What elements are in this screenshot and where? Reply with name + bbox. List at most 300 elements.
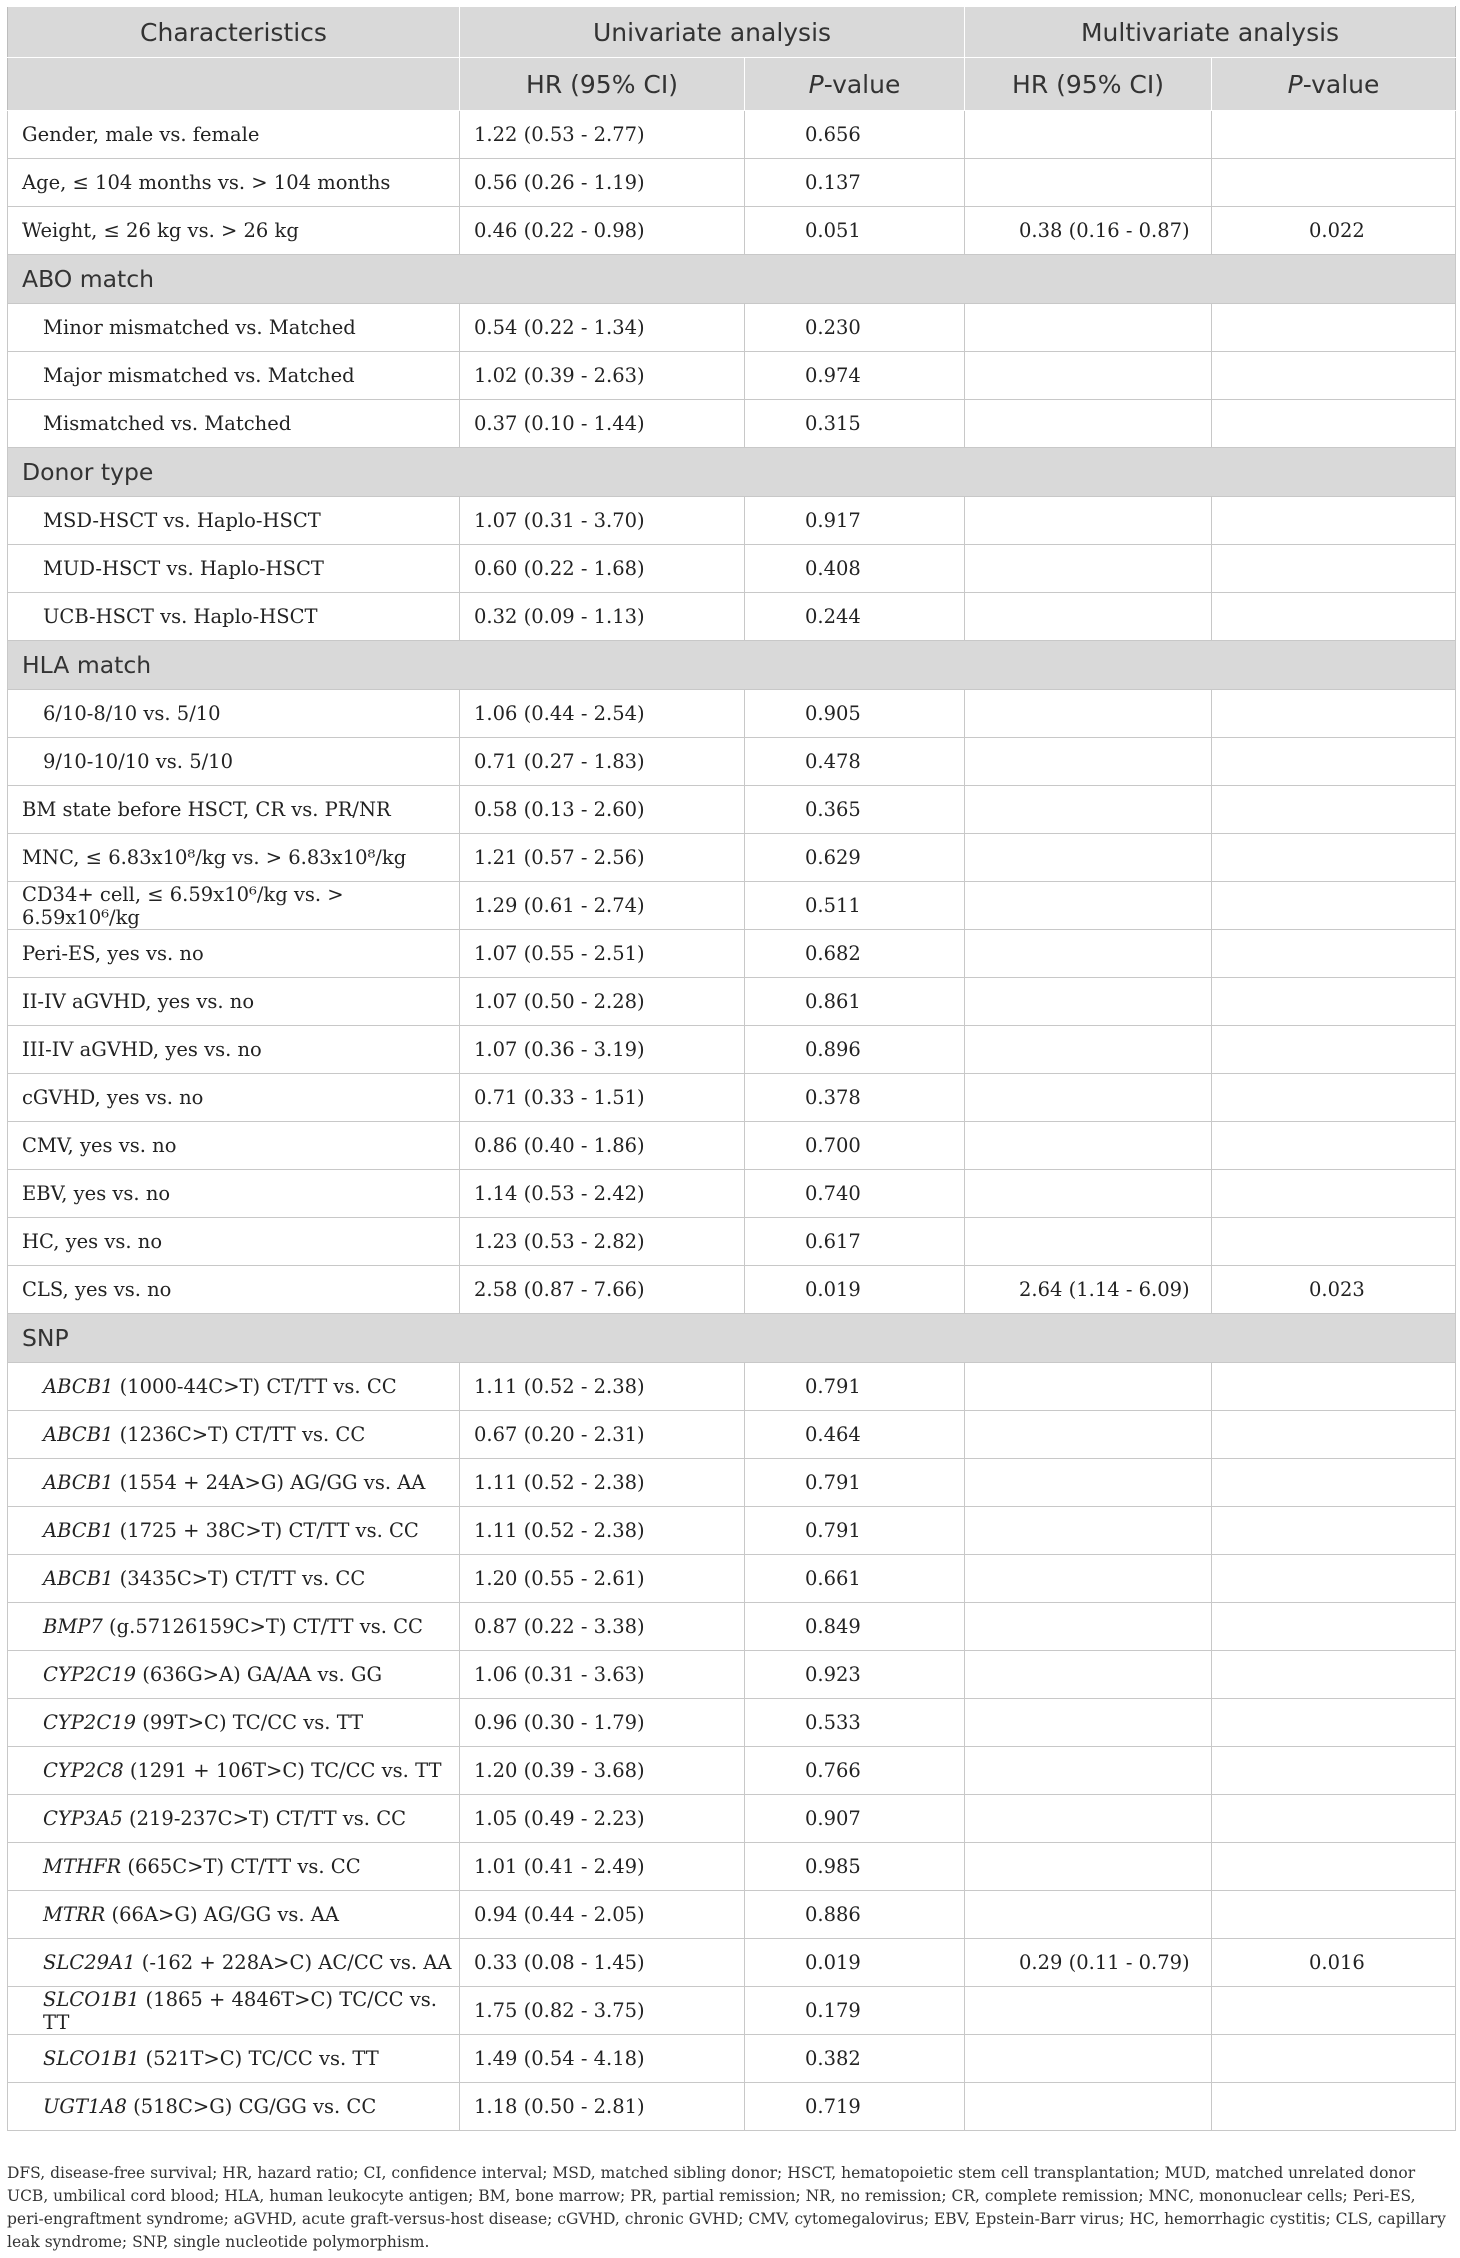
section-header-row [8,448,1456,497]
univariate-p-cell: 0.917 [745,497,965,545]
characteristic-label: Age, ≤ 104 months vs. > 104 months [22,171,391,194]
characteristic-cell [8,1074,460,1122]
gene-name: CYP2C19 [43,1663,137,1686]
multivariate-p-cell [1212,1891,1456,1939]
multivariate-p-cell [1212,1507,1456,1555]
univariate-hr-cell: 1.49 (0.54 - 4.18) [460,2035,745,2083]
table-row [8,978,1456,1026]
table-row [8,304,1456,352]
multivariate-hr-cell [965,304,1212,352]
table-row [8,930,1456,978]
characteristic-cell [8,304,460,352]
p-letter: P [808,69,824,99]
gene-name: SLC29A1 [43,1951,136,1974]
characteristic-label: (665C>T) CT/TT vs. CC [121,1855,361,1878]
characteristic-cell [8,1795,460,1843]
gene-name: CYP2C19 [43,1711,137,1734]
multivariate-hr-cell [965,1411,1212,1459]
univariate-p-cell: 0.907 [745,1795,965,1843]
table-row [8,1363,1456,1411]
characteristic-cell [8,1891,460,1939]
col-header-blank [8,58,460,111]
univariate-p-cell: 0.019 [745,1939,965,1987]
characteristic-label: CMV, yes vs. no [22,1134,177,1157]
characteristic-label: CLS, yes vs. no [22,1278,172,1301]
multivariate-hr-cell [965,786,1212,834]
characteristic-label: CD34+ cell, ≤ 6.59x10⁶/kg vs. > 6.59x10⁶/kg [22,882,344,929]
table-row [8,1843,1456,1891]
univariate-hr-cell: 0.96 (0.30 - 1.79) [460,1699,745,1747]
univariate-p-cell: 0.629 [745,834,965,882]
col-header-characteristics: Characteristics [8,7,460,58]
multivariate-p-cell [1212,834,1456,882]
univariate-p-cell: 0.849 [745,1603,965,1651]
univariate-p-cell: 0.533 [745,1699,965,1747]
characteristic-label: III-IV aGVHD, yes vs. no [22,1038,262,1061]
univariate-p-cell: 0.719 [745,2083,965,2131]
univariate-p-cell: 0.974 [745,352,965,400]
multivariate-p-cell [1212,1411,1456,1459]
univariate-hr-cell: 0.33 (0.08 - 1.45) [460,1939,745,1987]
characteristic-cell [8,400,460,448]
characteristic-cell [8,1026,460,1074]
characteristic-label: (3435C>T) CT/TT vs. CC [113,1567,366,1590]
multivariate-hr-cell [965,400,1212,448]
univariate-hr-cell: 0.32 (0.09 - 1.13) [460,593,745,641]
multivariate-p-cell: 0.016 [1212,1939,1456,1987]
section-title: Donor type [8,448,1456,497]
multivariate-hr-cell [965,111,1212,159]
multivariate-hr-cell [965,159,1212,207]
multivariate-p-cell [1212,1459,1456,1507]
characteristic-cell [8,207,460,255]
characteristic-cell [8,111,460,159]
p-suffix: -value [823,69,901,99]
characteristic-label: (1236C>T) CT/TT vs. CC [113,1423,366,1446]
multivariate-p-cell [1212,1987,1456,2035]
multivariate-p-cell [1212,882,1456,930]
univariate-hr-cell: 0.37 (0.10 - 1.44) [460,400,745,448]
gene-name: ABCB1 [43,1471,114,1494]
characteristic-cell [8,1555,460,1603]
cox-regression-table [7,6,1456,2131]
multivariate-p-cell [1212,690,1456,738]
characteristic-label: (g.57126159C>T) CT/TT vs. CC [102,1615,423,1638]
multivariate-hr-cell [965,1026,1212,1074]
table-row [8,1170,1456,1218]
characteristic-label: (1554 + 24A>G) AG/GG vs. AA [113,1471,426,1494]
univariate-p-cell: 0.905 [745,690,965,738]
univariate-p-cell: 0.179 [745,1987,965,2035]
multivariate-hr-cell [965,1699,1212,1747]
characteristic-label: (-162 + 228A>C) AC/CC vs. AA [135,1951,452,1974]
univariate-hr-cell: 1.23 (0.53 - 2.82) [460,1218,745,1266]
univariate-p-cell: 0.617 [745,1218,965,1266]
univariate-p-cell: 0.408 [745,545,965,593]
univariate-p-cell: 0.019 [745,1266,965,1314]
multivariate-p-cell: 0.023 [1212,1266,1456,1314]
multivariate-hr-cell [965,1074,1212,1122]
table-row [8,1074,1456,1122]
table-row [8,352,1456,400]
header-row-2 [8,58,1456,111]
characteristic-cell [8,1170,460,1218]
univariate-hr-cell: 1.29 (0.61 - 2.74) [460,882,745,930]
gene-name: CYP2C8 [43,1759,124,1782]
univariate-hr-cell: 1.06 (0.44 - 2.54) [460,690,745,738]
characteristic-label: (636G>A) GA/AA vs. GG [136,1663,383,1686]
characteristic-cell [8,834,460,882]
characteristic-cell [8,1747,460,1795]
characteristic-cell [8,690,460,738]
characteristic-label: cGVHD, yes vs. no [22,1086,204,1109]
multivariate-p-cell [1212,159,1456,207]
characteristic-cell [8,1651,460,1699]
univariate-p-cell: 0.230 [745,304,965,352]
table-row [8,2083,1456,2131]
table-row [8,1603,1456,1651]
p-suffix: -value [1302,69,1380,99]
section-title: SNP [8,1314,1456,1363]
characteristic-cell [8,1939,460,1987]
univariate-hr-cell: 1.01 (0.41 - 2.49) [460,1843,745,1891]
characteristic-label: EBV, yes vs. no [22,1182,171,1205]
univariate-p-cell: 0.464 [745,1411,965,1459]
characteristic-cell [8,1218,460,1266]
characteristic-cell [8,1987,460,2035]
multivariate-p-cell [1212,2083,1456,2131]
multivariate-p-cell [1212,1555,1456,1603]
multivariate-hr-cell [965,1603,1212,1651]
univariate-hr-cell: 0.86 (0.40 - 1.86) [460,1122,745,1170]
multivariate-p-cell [1212,1170,1456,1218]
univariate-p-cell: 0.378 [745,1074,965,1122]
multivariate-p-cell [1212,1026,1456,1074]
univariate-p-cell: 0.365 [745,786,965,834]
col-header-univariate: Univariate analysis [460,7,965,58]
gene-name: SLCO1B1 [43,1987,140,2011]
multivariate-hr-cell [965,1363,1212,1411]
characteristic-cell [8,1699,460,1747]
multivariate-hr-cell [965,690,1212,738]
univariate-hr-cell: 0.60 (0.22 - 1.68) [460,545,745,593]
table-row [8,1266,1456,1314]
multivariate-hr-cell [965,1747,1212,1795]
multivariate-p-cell: 0.022 [1212,207,1456,255]
univariate-p-cell: 0.382 [745,2035,965,2083]
characteristic-label: (1000-44C>T) CT/TT vs. CC [113,1375,397,1398]
gene-name: ABCB1 [43,1423,114,1446]
multivariate-hr-cell [965,2035,1212,2083]
table-row [8,159,1456,207]
characteristic-cell [8,1459,460,1507]
characteristic-cell [8,786,460,834]
table-row [8,2035,1456,2083]
multivariate-hr-cell [965,593,1212,641]
multivariate-p-cell [1212,1122,1456,1170]
multivariate-p-cell [1212,400,1456,448]
univariate-hr-cell: 0.56 (0.26 - 1.19) [460,159,745,207]
characteristic-label: Weight, ≤ 26 kg vs. > 26 kg [22,219,299,242]
multivariate-p-cell [1212,111,1456,159]
univariate-hr-cell: 1.22 (0.53 - 2.77) [460,111,745,159]
characteristic-cell [8,1507,460,1555]
multivariate-p-cell [1212,593,1456,641]
multivariate-p-cell [1212,1218,1456,1266]
multivariate-p-cell [1212,1747,1456,1795]
table-row [8,1699,1456,1747]
univariate-p-cell: 0.740 [745,1170,965,1218]
multivariate-p-cell [1212,545,1456,593]
multivariate-p-cell [1212,1651,1456,1699]
multivariate-hr-cell [965,1459,1212,1507]
multivariate-p-cell [1212,497,1456,545]
characteristic-label: Minor mismatched vs. Matched [43,316,356,339]
characteristic-cell [8,978,460,1026]
multivariate-hr-cell [965,738,1212,786]
results-table-container [7,6,1455,2131]
characteristic-label: 9/10-10/10 vs. 5/10 [43,750,233,773]
univariate-hr-cell: 1.07 (0.50 - 2.28) [460,978,745,1026]
univariate-hr-cell: 0.54 (0.22 - 1.34) [460,304,745,352]
characteristic-label: 6/10-8/10 vs. 5/10 [43,702,221,725]
table-row [8,1411,1456,1459]
table-row [8,593,1456,641]
univariate-hr-cell: 1.07 (0.55 - 2.51) [460,930,745,978]
univariate-hr-cell: 1.11 (0.52 - 2.38) [460,1363,745,1411]
multivariate-hr-cell: 2.64 (1.14 - 6.09) [965,1266,1212,1314]
characteristic-label: MSD-HSCT vs. Haplo-HSCT [43,509,321,532]
univariate-p-cell: 0.886 [745,1891,965,1939]
multivariate-p-cell [1212,1074,1456,1122]
univariate-p-cell: 0.700 [745,1122,965,1170]
table-row [8,1651,1456,1699]
gene-name: MTRR [43,1903,106,1926]
table-row [8,738,1456,786]
multivariate-hr-cell [965,834,1212,882]
multivariate-p-cell [1212,352,1456,400]
characteristic-cell [8,882,460,930]
multivariate-hr-cell [965,1891,1212,1939]
univariate-p-cell: 0.051 [745,207,965,255]
characteristic-cell [8,593,460,641]
table-row [8,1459,1456,1507]
characteristic-cell [8,738,460,786]
table-row [8,834,1456,882]
characteristic-label: (518C>G) CG/GG vs. CC [126,2095,377,2118]
univariate-hr-cell: 0.87 (0.22 - 3.38) [460,1603,745,1651]
section-title: ABO match [8,255,1456,304]
univariate-hr-cell: 1.06 (0.31 - 3.63) [460,1651,745,1699]
table-row [8,1987,1456,2035]
characteristic-label: UCB-HSCT vs. Haplo-HSCT [43,605,318,628]
characteristic-cell [8,2083,460,2131]
univariate-hr-cell: 1.21 (0.57 - 2.56) [460,834,745,882]
p-letter: P [1287,69,1303,99]
multivariate-p-cell [1212,978,1456,1026]
multivariate-p-cell [1212,738,1456,786]
table-row [8,1939,1456,1987]
characteristic-cell [8,1363,460,1411]
univariate-p-cell: 0.861 [745,978,965,1026]
characteristic-label: (1725 + 38C>T) CT/TT vs. CC [113,1519,419,1542]
univariate-p-cell: 0.656 [745,111,965,159]
characteristic-label: (66A>G) AG/GG vs. AA [105,1903,339,1926]
univariate-p-cell: 0.661 [745,1555,965,1603]
multivariate-hr-cell [965,978,1212,1026]
gene-name: ABCB1 [43,1567,114,1590]
univariate-p-cell: 0.478 [745,738,965,786]
univariate-hr-cell: 0.94 (0.44 - 2.05) [460,1891,745,1939]
characteristic-cell [8,545,460,593]
table-row [8,207,1456,255]
table-row [8,1891,1456,1939]
univariate-p-cell: 0.511 [745,882,965,930]
characteristic-label: MUD-HSCT vs. Haplo-HSCT [43,557,324,580]
table-row [8,1795,1456,1843]
univariate-hr-cell: 1.75 (0.82 - 3.75) [460,1987,745,2035]
section-header-row [8,641,1456,690]
univariate-hr-cell: 1.20 (0.39 - 3.68) [460,1747,745,1795]
univariate-hr-cell: 1.11 (0.52 - 2.38) [460,1459,745,1507]
section-header-row [8,255,1456,304]
characteristic-label: (219-237C>T) CT/TT vs. CC [122,1807,407,1830]
multivariate-p-cell [1212,1843,1456,1891]
multivariate-hr-cell: 0.38 (0.16 - 0.87) [965,207,1212,255]
multivariate-p-cell [1212,1795,1456,1843]
multivariate-p-cell [1212,1699,1456,1747]
table-row [8,1507,1456,1555]
univariate-hr-cell: 1.20 (0.55 - 2.61) [460,1555,745,1603]
univariate-p-cell: 0.766 [745,1747,965,1795]
characteristic-cell [8,1266,460,1314]
characteristic-label: (521T>C) TC/CC vs. TT [139,2047,379,2070]
characteristic-cell [8,1603,460,1651]
characteristic-label: II-IV aGVHD, yes vs. no [22,990,255,1013]
header-row-1 [8,7,1456,58]
univariate-hr-cell: 0.67 (0.20 - 2.31) [460,1411,745,1459]
col-header-multi-hr: HR (95% CI) [965,58,1212,111]
characteristic-label: HC, yes vs. no [22,1230,163,1253]
characteristic-label: (1291 + 106T>C) TC/CC vs. TT [123,1759,442,1782]
multivariate-hr-cell [965,1170,1212,1218]
table-row [8,1747,1456,1795]
section-header-row [8,1314,1456,1363]
multivariate-hr-cell [965,1218,1212,1266]
multivariate-hr-cell [965,545,1212,593]
univariate-hr-cell: 1.02 (0.39 - 2.63) [460,352,745,400]
characteristic-label: Major mismatched vs. Matched [43,364,355,387]
univariate-hr-cell: 0.58 (0.13 - 2.60) [460,786,745,834]
multivariate-p-cell [1212,304,1456,352]
characteristic-label: Gender, male vs. female [22,123,260,146]
univariate-hr-cell: 1.07 (0.31 - 3.70) [460,497,745,545]
multivariate-hr-cell [965,1651,1212,1699]
univariate-p-cell: 0.791 [745,1459,965,1507]
multivariate-hr-cell [965,1987,1212,2035]
univariate-hr-cell: 2.58 (0.87 - 7.66) [460,1266,745,1314]
univariate-hr-cell: 1.18 (0.50 - 2.81) [460,2083,745,2131]
gene-name: UGT1A8 [43,2095,127,2118]
univariate-hr-cell: 0.71 (0.33 - 1.51) [460,1074,745,1122]
univariate-hr-cell: 0.71 (0.27 - 1.83) [460,738,745,786]
multivariate-hr-cell [965,2083,1212,2131]
multivariate-p-cell [1212,1363,1456,1411]
characteristic-cell [8,159,460,207]
section-title: HLA match [8,641,1456,690]
univariate-p-cell: 0.923 [745,1651,965,1699]
univariate-p-cell: 0.244 [745,593,965,641]
multivariate-hr-cell [965,1507,1212,1555]
table-row [8,111,1456,159]
univariate-p-cell: 0.682 [745,930,965,978]
univariate-hr-cell: 1.07 (0.36 - 3.19) [460,1026,745,1074]
multivariate-p-cell [1212,1603,1456,1651]
characteristic-label: Mismatched vs. Matched [43,412,292,435]
characteristic-label: BM state before HSCT, CR vs. PR/NR [22,798,391,821]
characteristic-cell [8,352,460,400]
multivariate-p-cell [1212,786,1456,834]
univariate-hr-cell: 1.05 (0.49 - 2.23) [460,1795,745,1843]
table-row [8,786,1456,834]
table-row [8,545,1456,593]
table-body [8,111,1456,2131]
multivariate-hr-cell [965,1843,1212,1891]
table-row [8,1218,1456,1266]
col-header-multivariate: Multivariate analysis [965,7,1456,58]
multivariate-hr-cell [965,882,1212,930]
multivariate-hr-cell: 0.29 (0.11 - 0.79) [965,1939,1212,1987]
characteristic-cell [8,2035,460,2083]
univariate-p-cell: 0.896 [745,1026,965,1074]
gene-name: CYP3A5 [43,1807,123,1830]
multivariate-p-cell [1212,930,1456,978]
univariate-hr-cell: 0.46 (0.22 - 0.98) [460,207,745,255]
univariate-hr-cell: 1.14 (0.53 - 2.42) [460,1170,745,1218]
multivariate-hr-cell [965,930,1212,978]
gene-name: MTHFR [43,1855,122,1878]
table-row [8,1555,1456,1603]
characteristic-label: MNC, ≤ 6.83x10⁸/kg vs. > 6.83x10⁸/kg [22,846,407,869]
table-footnote: DFS, disease-free survival; HR, hazard ratio; CI, confidence interval; MSD, matched sibling donor; HSCT, hematopoietic stem cell transplantation; MUD, matched unrelated donor UCB, umbilical cord blood; HLA, human leukocyte antigen; BM, bone marrow; PR, partial remission; NR, no remission; CR, complete remission; MNC, mononuclear cells; Peri-ES, peri-engraftment syndrome; aGVHD, acute graft-versus-host disease; cGVHD, chronic GVHD; CMV, cytomegalovirus; EBV, Epstein-Barr virus; HC, hemorrhagic cystitis; CLS, capillary leak syndrome; SNP, single nucleotide polymorphism. [7,2164,1446,2251]
univariate-p-cell: 0.137 [745,159,965,207]
characteristic-cell [8,497,460,545]
gene-name: ABCB1 [43,1519,114,1542]
univariate-p-cell: 0.791 [745,1507,965,1555]
table-row [8,1122,1456,1170]
multivariate-hr-cell [965,1555,1212,1603]
multivariate-hr-cell [965,1122,1212,1170]
table-row [8,400,1456,448]
characteristic-cell [8,1411,460,1459]
univariate-p-cell: 0.791 [745,1363,965,1411]
gene-name: BMP7 [43,1615,103,1638]
multivariate-hr-cell [965,497,1212,545]
table-row [8,497,1456,545]
table-row [8,1026,1456,1074]
characteristic-label: (99T>C) TC/CC vs. TT [136,1711,364,1734]
col-header-uni-hr: HR (95% CI) [460,58,745,111]
gene-name: ABCB1 [43,1375,114,1398]
gene-name: SLCO1B1 [43,2047,140,2070]
characteristic-cell [8,1843,460,1891]
table-row [8,690,1456,738]
table-row [8,882,1456,930]
characteristic-label: (1865 + 4846T>C) TC/CC vs. TT [43,1987,437,2034]
multivariate-hr-cell [965,352,1212,400]
multivariate-p-cell [1212,2035,1456,2083]
characteristic-cell [8,930,460,978]
